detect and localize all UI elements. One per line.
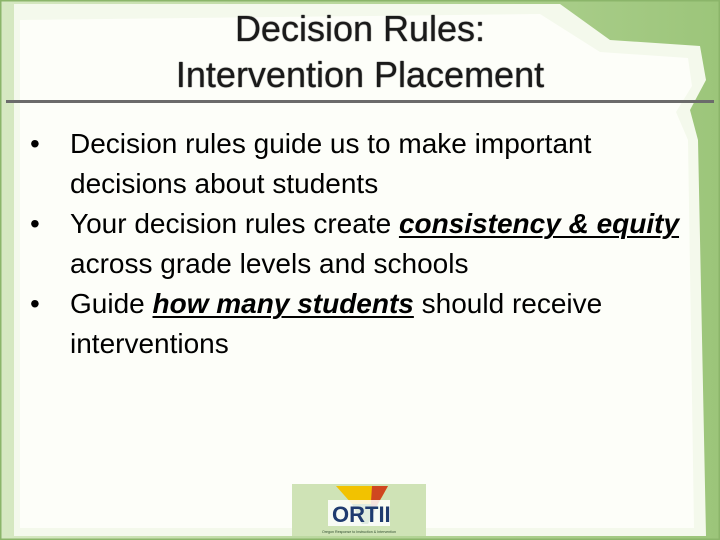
bullet-text: Guide: [70, 288, 153, 319]
title-line-1: Decision Rules:: [234, 8, 486, 49]
bullet-dot: •: [30, 128, 40, 159]
bullet-item: [30, 284, 690, 364]
logo-letters: ORTII: [332, 502, 391, 527]
bullet-dot: •: [30, 288, 40, 319]
bullet-text: should receive interventions: [70, 288, 603, 359]
title-line-2: Intervention Placement: [175, 54, 545, 95]
bullet-item: [30, 204, 690, 284]
title-divider: [6, 100, 714, 103]
bullet-dot: •: [30, 208, 40, 239]
bullet-text: Decision rules guide us to make important decisions about students: [70, 128, 592, 199]
bullet-emphasis: how many students: [152, 288, 414, 319]
bullet-text: across grade levels and schools: [70, 248, 469, 279]
ortii-logo: [292, 484, 426, 536]
bullet-emphasis: consistency & equity: [398, 208, 680, 239]
slide-title: [6, 0, 714, 100]
bullet-item: [30, 124, 690, 204]
bullet-list: [30, 124, 690, 364]
logo-tagline: Oregon Response to Instruction & Intervention: [322, 530, 396, 534]
bullet-text: Your decision rules create: [70, 208, 399, 239]
